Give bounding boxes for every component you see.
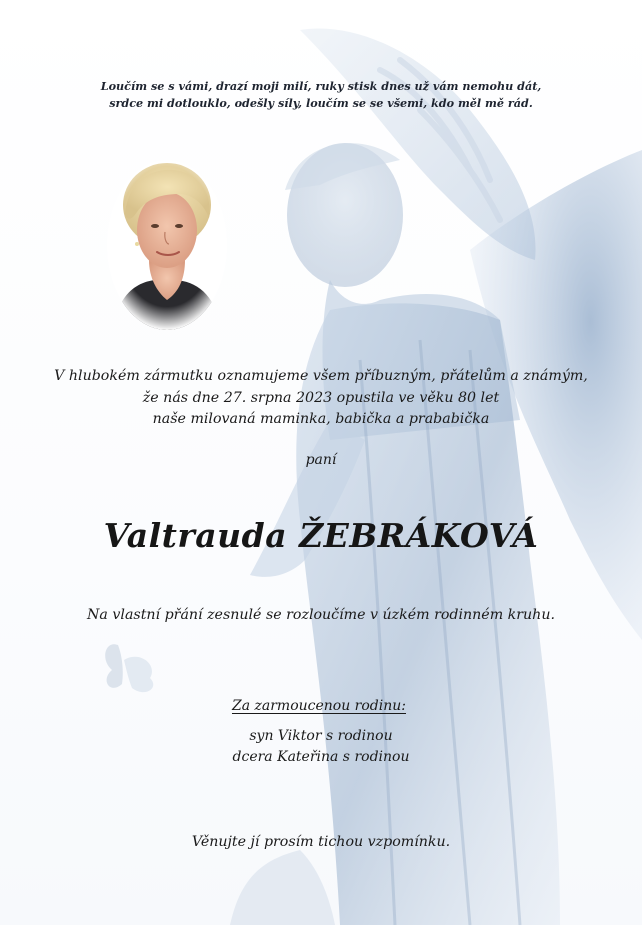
portrait-photo bbox=[107, 160, 227, 330]
family-heading: Za zarmoucenou rodinu: bbox=[231, 698, 406, 714]
family-block bbox=[0, 696, 642, 768]
family-member: dcera Kateřina s rodinou bbox=[232, 749, 410, 765]
death-announcement bbox=[0, 366, 642, 431]
farewell-wish-line: Na vlastní přání zesnulé se rozloučíme v úzkém rodinném kruhu. bbox=[87, 607, 555, 623]
announcement-line: že nás dne 27. srpna 2023 opustila ve věku 80 let bbox=[142, 389, 500, 406]
title-word: paní bbox=[305, 452, 337, 468]
farewell-verse bbox=[0, 78, 642, 112]
deceased-name: Valtrauda ŽEBRÁKOVÁ bbox=[103, 516, 539, 555]
family-member: syn Viktor s rodinou bbox=[249, 728, 393, 744]
verse-line: Loučím se s vámi, drazí moji milí, ruky stisk dnes už vám nemohu dát, bbox=[100, 79, 542, 93]
announcement-line: V hlubokém zármutku oznamujeme všem příbuzným, přátelům a známým, bbox=[54, 368, 588, 384]
verse-line: srdce mi dotlouklo, odešly síly, loučím se se všemi, kdo měl mě rád. bbox=[109, 96, 533, 110]
announcement-line: naše milovaná maminka, babička a prababička bbox=[152, 411, 490, 427]
closing-line: Věnujte jí prosím tichou vzpomínku. bbox=[191, 834, 451, 850]
family-members bbox=[0, 726, 642, 768]
